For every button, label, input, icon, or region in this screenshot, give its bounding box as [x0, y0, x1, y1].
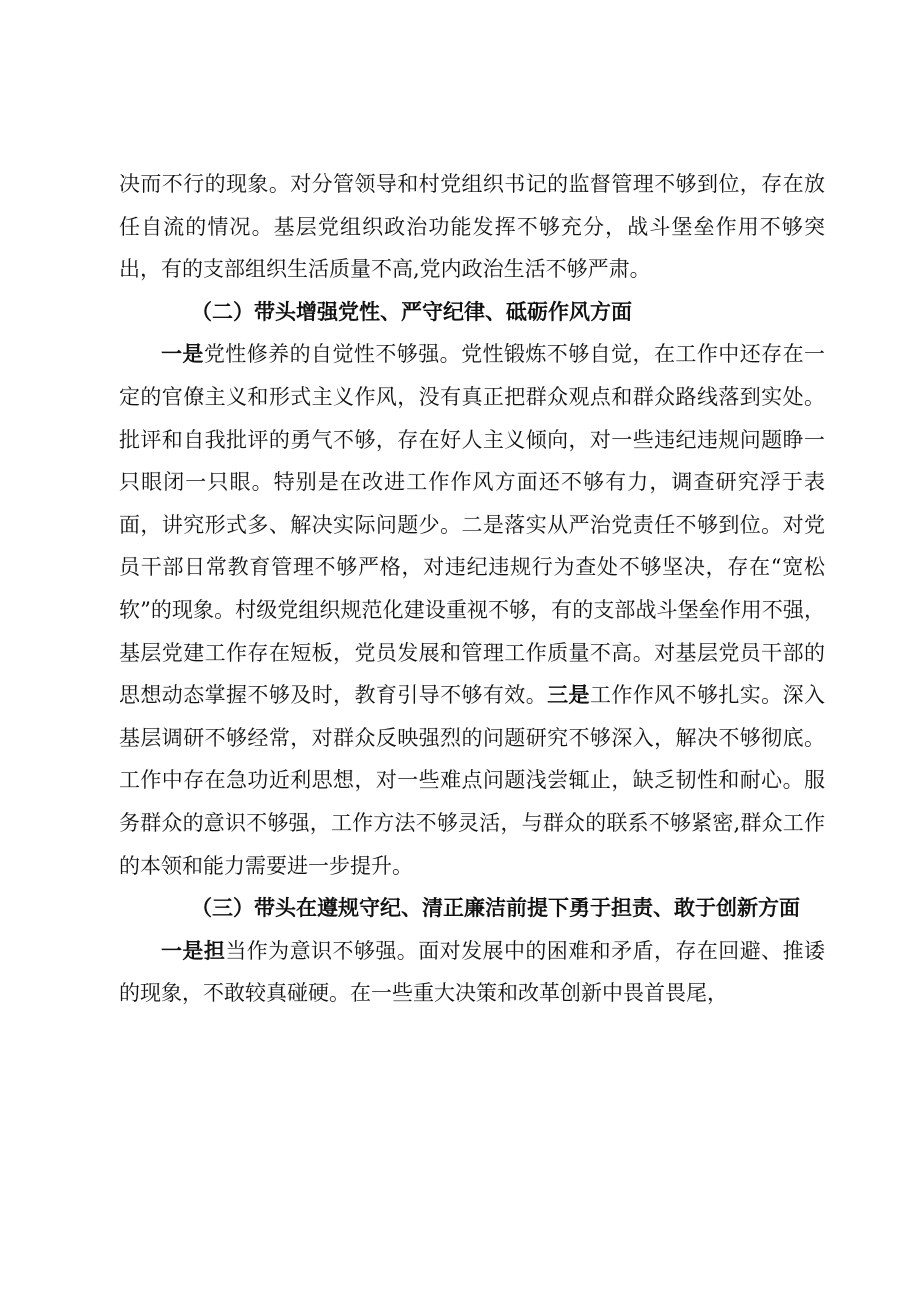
paragraph-section-2: [119, 333, 825, 887]
paragraph-continuation: 决而不行的现象。对分管领导和村党组织书记的监督管理不够到位，存在放任自流的情况。基层党组织政治功能发挥不够充分，战斗堡垒作用不够突出，有的支部组织生活质量不高,党内政治生活不够严肃。: [119, 172, 825, 282]
section-heading-2: （二）带头增强党性、严守纪律、砥砺作风方面: [191, 298, 632, 324]
lead-marker-third: 三是: [547, 682, 590, 708]
paragraph-text: 工作作风不够扎实。深入基层调研不够经常，对群众反映强烈的问题研究不够深入，解决不够彻底。工作中存在急功近利思想，对一些难点问题浅尝辄止，缺乏韧性和耐心。服务群众的意识不够强，工作方法不够灵活，与群众的联系不够紧密,群众工作的本领和能力需要进一步提升。: [119, 683, 825, 878]
lead-marker-first: 一是: [161, 341, 204, 367]
paragraph-text: 当作为意识不够强。面对发展中的困难和矛盾，存在回避、推诿的现象，不敢较真碰硬。在一些重大决策和改革创新中畏首畏尾，: [119, 938, 826, 1006]
section-heading-3: （三）带头在遵规守纪、清正廉洁前提下勇于担责、敢于创新方面: [191, 895, 800, 921]
lead-marker-first: 一是担: [161, 937, 226, 963]
paragraph-section-3: [119, 930, 825, 1015]
document-body: [119, 163, 825, 1015]
paragraph-text: 党性修养的自觉性不够强。党性锻炼不够自觉，在工作中还存在一定的官僚主义和形式主义作风，没有真正把群众观点和群众路线落到实处。批评和自我批评的勇气不够，存在好人主义倾向，对一些违纪违规问题睁一只眼闭一只眼。特别是在改进工作作风方面还不够有力，调查研究浮于表面，讲究形式多、解决实际问题少。二是落实从严治党责任不够到位。对党员干部日常教育管理不够严格，对违纪违规行为查处不够坚决，存在“宽松软”的现象。村级党组织规范化建设重视不够，有的支部战斗堡垒作用不强，基层党建工作存在短板，党员发展和管理工作质量不高。对基层党员干部的思想动态掌握不够及时，教育引导不够有效。: [119, 342, 826, 708]
